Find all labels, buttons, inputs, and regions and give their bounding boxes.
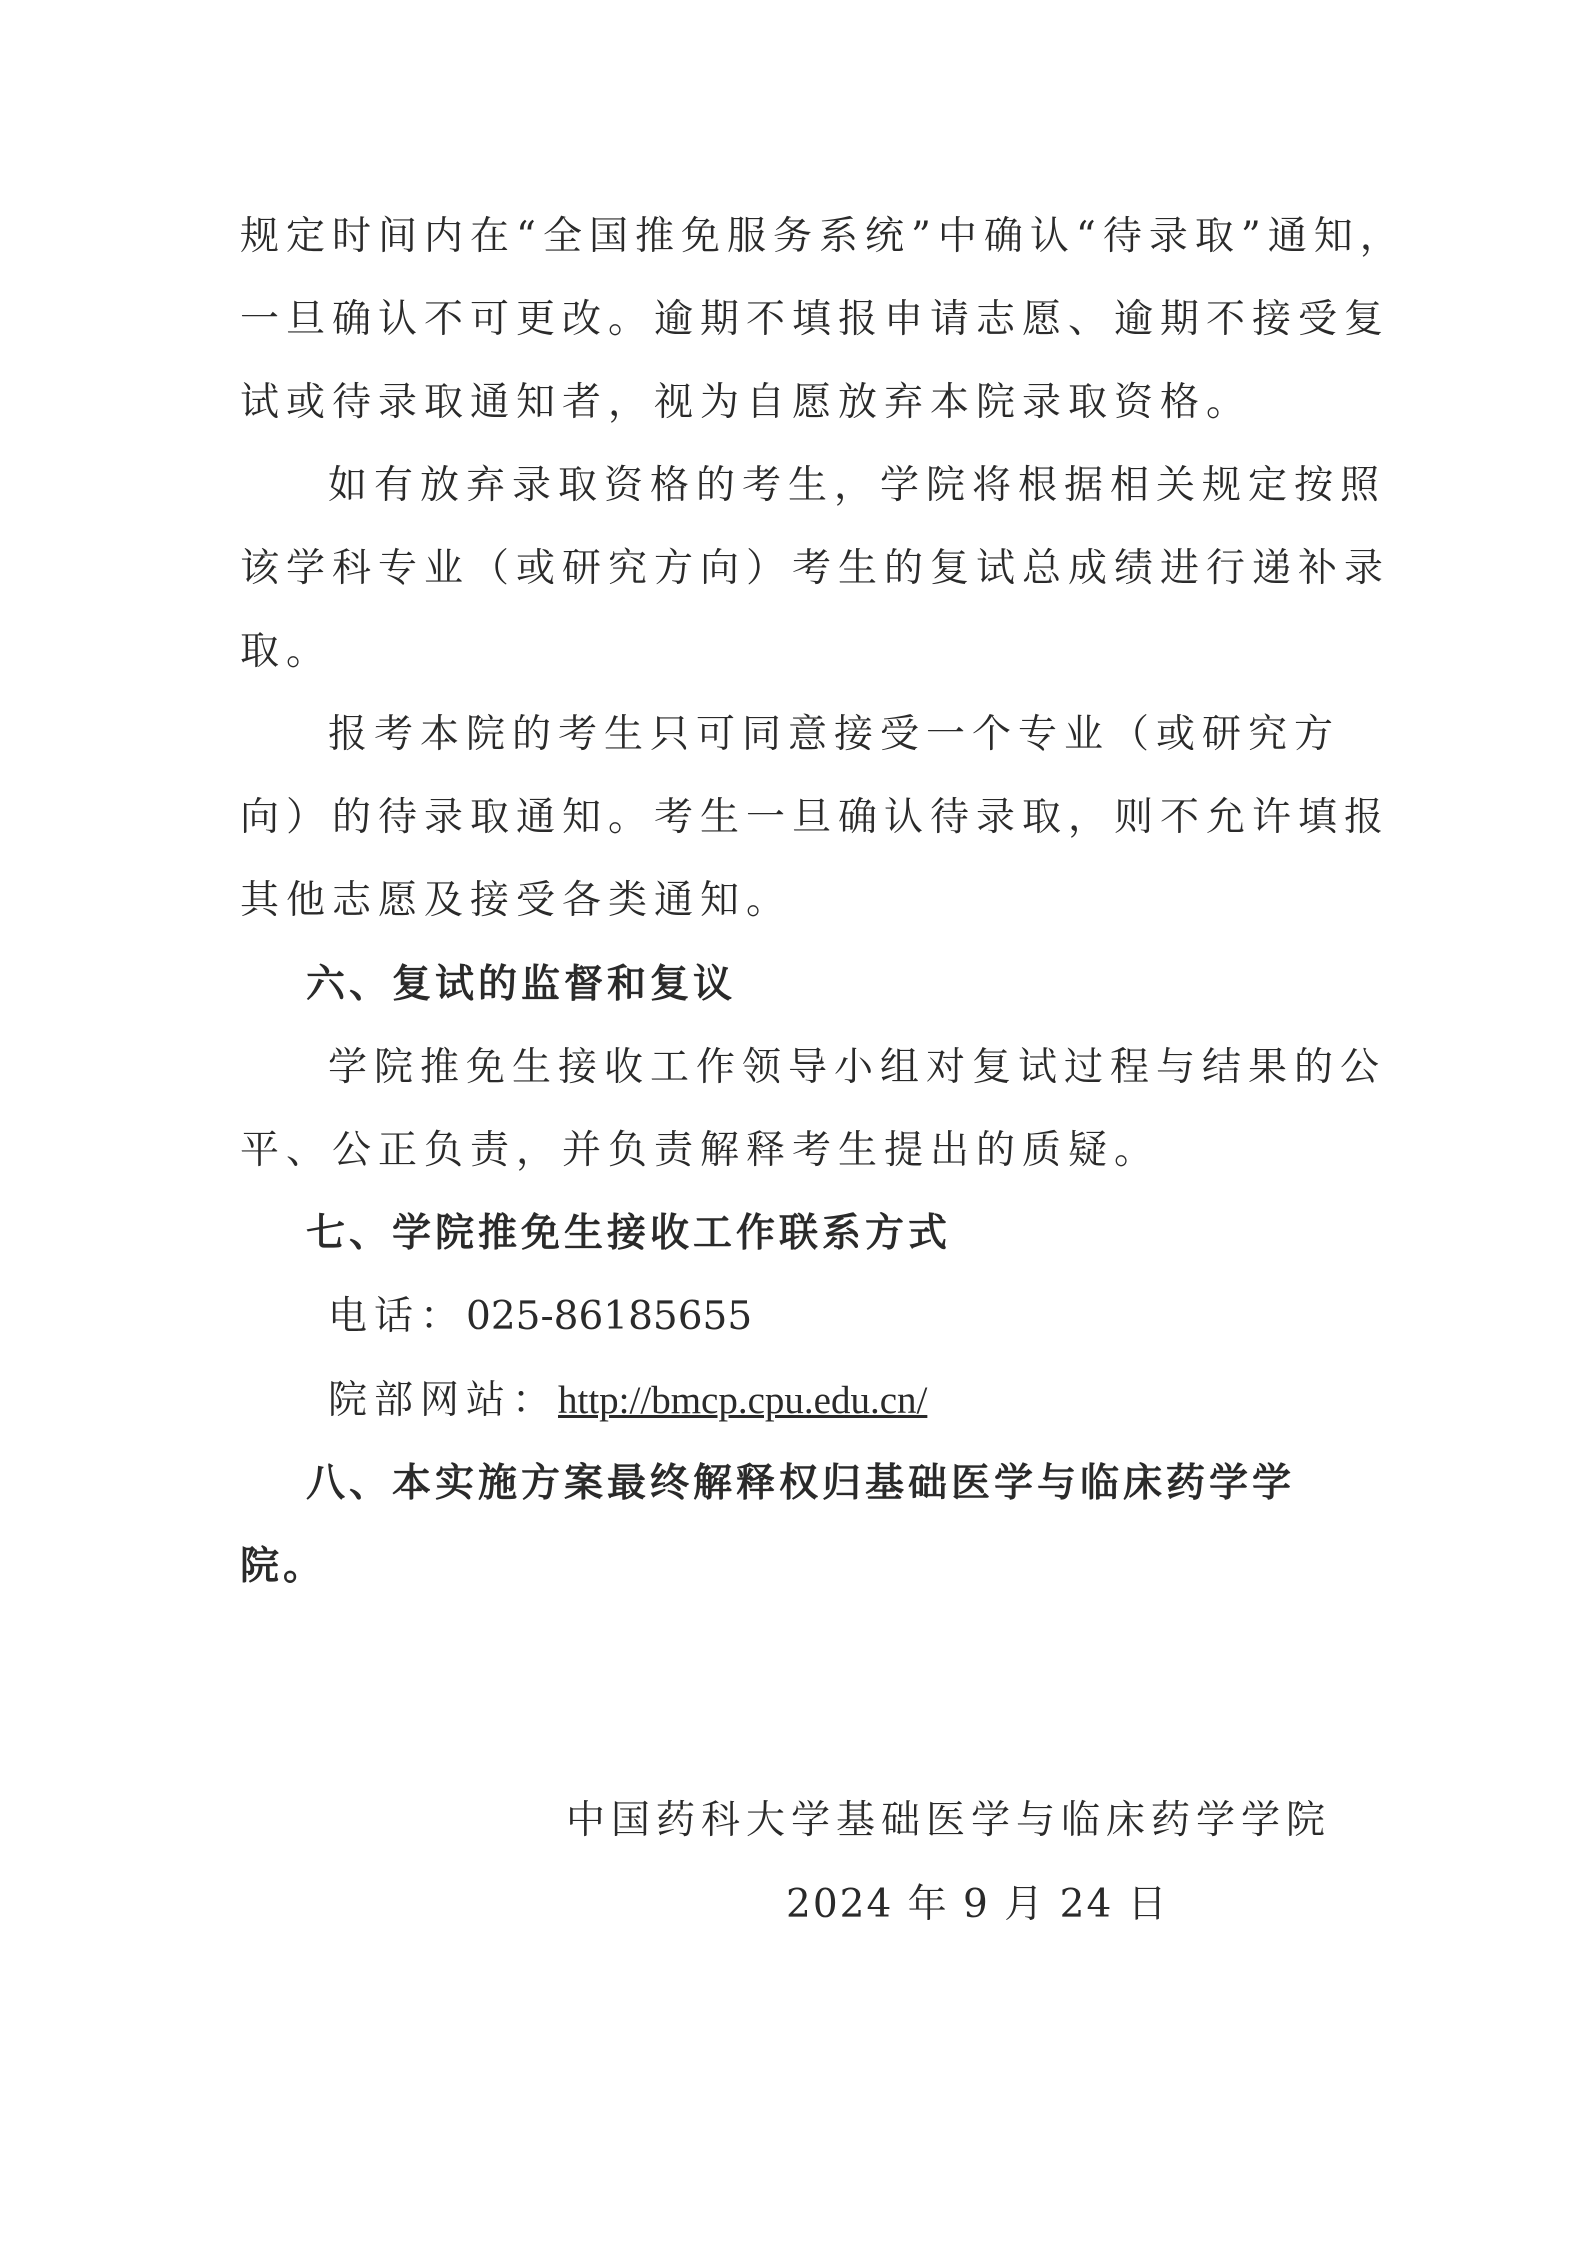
paragraph-line: 取。	[240, 629, 333, 674]
section-heading-8: 八、本实施方案最终解释权归基础医学与临床药学学	[306, 1461, 1296, 1506]
section-heading-7: 七、学院推免生接收工作联系方式	[306, 1211, 952, 1256]
paragraph-line: 院。	[240, 1544, 327, 1589]
paragraph-line: 如有放弃录取资格的考生，学院将根据相关规定按照	[328, 463, 1387, 508]
paragraph-line: 学院推免生接收工作领导小组对复试过程与结果的公	[328, 1045, 1387, 1090]
paragraph-line: 平、公正负责，并负责解释考生提出的质疑。	[240, 1128, 1161, 1173]
contact-phone	[328, 1292, 752, 1342]
paragraph-line: 规定时间内在“全国推免服务系统”中确认“待录取”通知，	[240, 214, 1406, 259]
signature-org: 中国药科大学基础医学与临床药学学院	[566, 1798, 1332, 1843]
phone-label: 电话：	[328, 1294, 467, 1339]
paragraph-line: 一旦确认不可更改。逾期不填报申请志愿、逾期不接受复	[240, 297, 1391, 342]
signature-date: 2024 年 9 月 24 日	[786, 1882, 1169, 1927]
paragraph-line: 试或待录取通知者，视为自愿放弃本院录取资格。	[240, 380, 1253, 425]
section-heading-6: 六、复试的监督和复议	[306, 962, 737, 1007]
phone-number: 025-86185655	[466, 1294, 753, 1339]
website-link[interactable]: http://bmcp.cpu.edu.cn/	[558, 1379, 928, 1422]
paragraph-line: 该学科专业（或研究方向）考生的复试总成绩进行递补录	[240, 546, 1391, 591]
contact-website	[328, 1376, 927, 1426]
paragraph-line: 向）的待录取通知。考生一旦确认待录取，则不允许填报	[240, 795, 1391, 840]
paragraph-line: 其他志愿及接受各类通知。	[240, 878, 793, 923]
website-label: 院部网站：	[328, 1378, 559, 1423]
paragraph-line: 报考本院的考生只可同意接受一个专业（或研究方	[328, 712, 1341, 757]
